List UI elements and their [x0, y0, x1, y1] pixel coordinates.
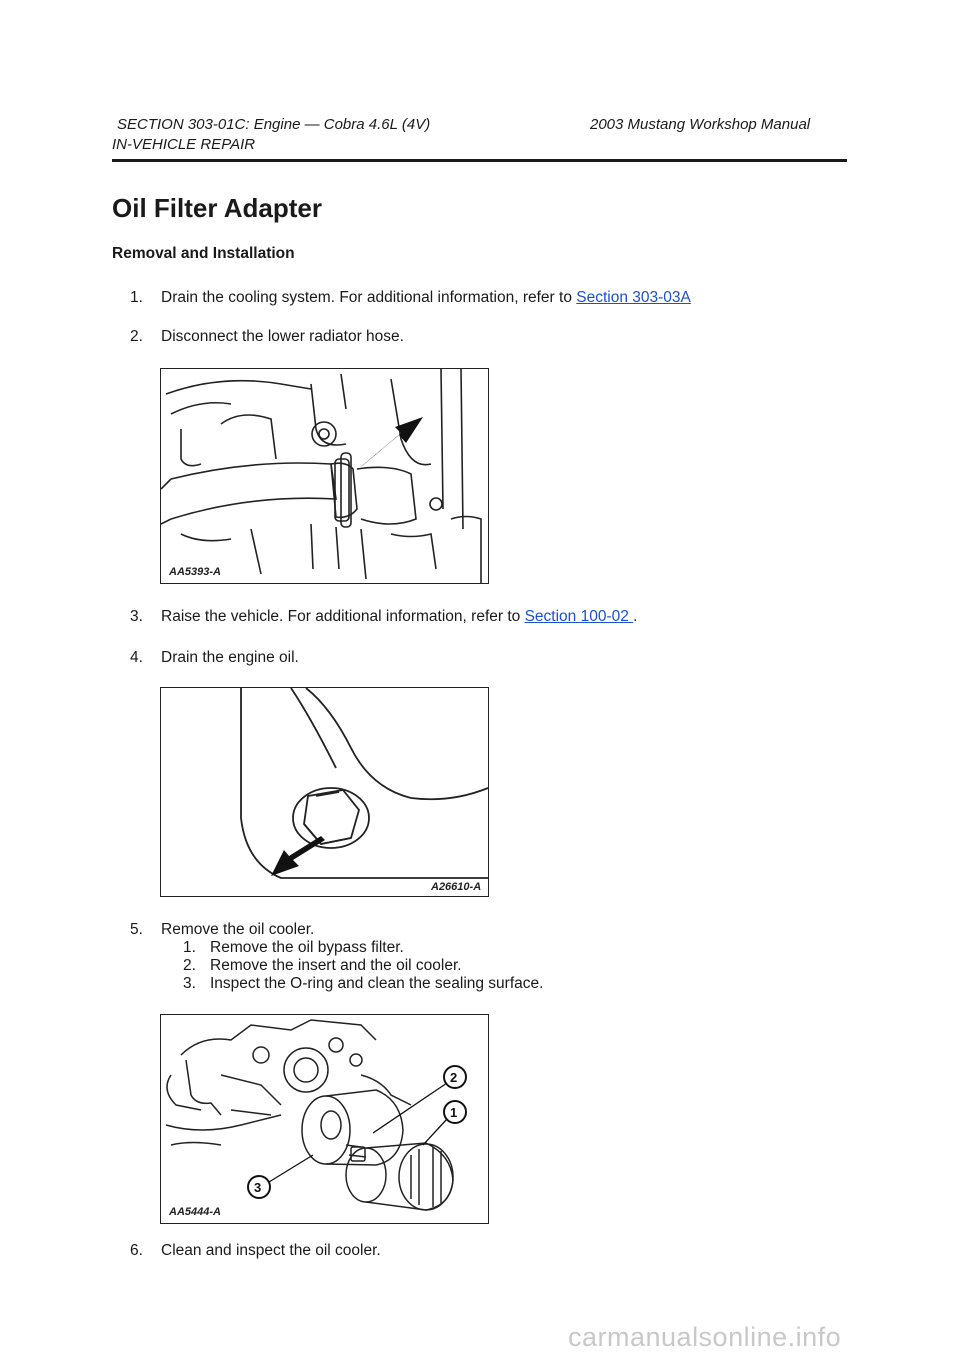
header-section: SECTION 303-01C: Engine — Cobra 4.6L (4V): [117, 116, 431, 133]
step-1: [130, 288, 691, 307]
header-manual-title: 2003 Mustang Workshop Manual: [590, 116, 811, 133]
substep-5-2: [183, 956, 462, 975]
figure-label: AA5444-A: [169, 1206, 221, 1218]
step-number: 1.: [130, 289, 143, 306]
step-2: [130, 327, 404, 346]
step-4: [130, 648, 299, 667]
figure-oil-drain-plug: [160, 687, 489, 897]
step-text: Drain the engine oil.: [161, 649, 299, 666]
step-3: [130, 607, 637, 626]
substep-number: 2.: [183, 957, 196, 974]
section-303-03a-link[interactable]: Section 303-03A: [576, 289, 691, 306]
figure-oil-cooler: [160, 1014, 489, 1224]
radiator-hose-illustration: [161, 369, 488, 583]
page-title: Oil Filter Adapter: [112, 193, 322, 223]
pointer-arrow-icon: [271, 836, 325, 876]
figure-label: A26610-A: [431, 881, 482, 893]
step-text: Remove the oil cooler.: [161, 921, 315, 938]
page-subtitle: Removal and Installation: [112, 245, 295, 262]
step-6: [130, 1241, 381, 1260]
substep-5-1: [183, 938, 404, 957]
callout-1-label: 1: [450, 1105, 458, 1120]
figure-label: AA5393-A: [169, 566, 221, 578]
step-text: Drain the cooling system. For additional information, refer to: [161, 289, 577, 306]
step-number: 2.: [130, 328, 143, 345]
substep-number: 1.: [183, 939, 196, 956]
callout-3-label: 3: [254, 1180, 262, 1195]
step-number: 5.: [130, 921, 143, 938]
step-number: 6.: [130, 1242, 143, 1259]
step-number: 4.: [130, 649, 143, 666]
substep-text: Inspect the O-ring and clean the sealing surface.: [210, 975, 544, 992]
callout-1-leader: [423, 1119, 447, 1145]
step-text-after: .: [633, 608, 638, 625]
step-text: Raise the vehicle. For additional information, refer to: [161, 608, 525, 625]
step-number: 3.: [130, 608, 143, 625]
callout-3-leader: [269, 1155, 313, 1182]
substep-text: Remove the insert and the oil cooler.: [210, 957, 462, 974]
step-text: Disconnect the lower radiator hose.: [161, 328, 404, 345]
figure-radiator-hose: [160, 368, 489, 584]
header-divider: [112, 159, 847, 162]
callout-2-leader: [373, 1083, 447, 1133]
oil-drain-plug-illustration: [161, 688, 488, 896]
substep-number: 3.: [183, 975, 196, 992]
step-5: [130, 920, 314, 939]
substep-text: Remove the oil bypass filter.: [210, 939, 404, 956]
watermark: carmanualsonline.info: [568, 1322, 842, 1352]
substep-5-3: [183, 974, 543, 993]
section-100-02-link[interactable]: Section 100-02: [524, 608, 634, 625]
step-text: Clean and inspect the oil cooler.: [161, 1242, 381, 1259]
oil-cooler-illustration: [161, 1015, 488, 1223]
callout-2-label: 2: [450, 1070, 458, 1085]
header-category: IN-VEHICLE REPAIR: [112, 136, 256, 153]
